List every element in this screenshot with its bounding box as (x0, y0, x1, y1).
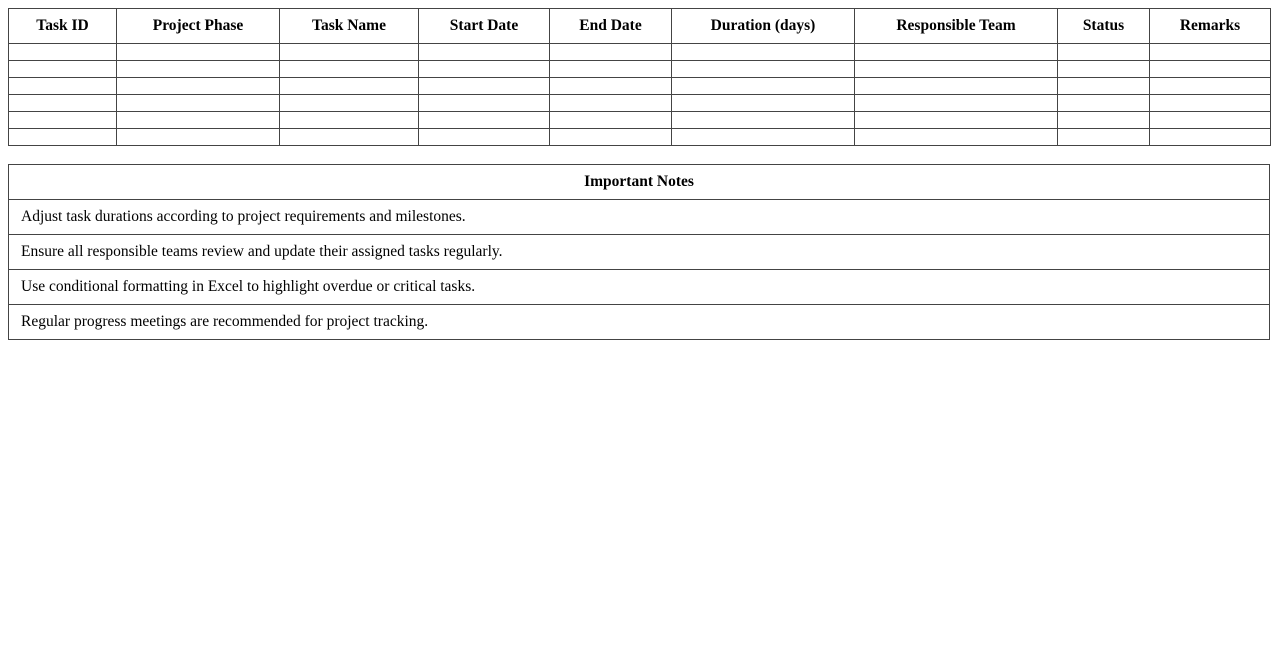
column-header-task-name: Task Name (280, 9, 419, 44)
note-item: Ensure all responsible teams review and update their assigned tasks regularly. (9, 235, 1270, 270)
task-table (8, 8, 1271, 146)
table-cell[interactable] (1058, 112, 1150, 129)
table-cell[interactable] (672, 44, 855, 61)
table-cell[interactable] (1150, 44, 1271, 61)
table-cell[interactable] (1150, 78, 1271, 95)
table-cell[interactable] (117, 78, 280, 95)
table-cell[interactable] (419, 44, 550, 61)
table-cell[interactable] (550, 61, 672, 78)
table-cell[interactable] (855, 95, 1058, 112)
column-header-task-id: Task ID (9, 9, 117, 44)
note-row (9, 235, 1270, 270)
table-cell[interactable] (419, 61, 550, 78)
table-cell[interactable] (419, 129, 550, 146)
table-cell[interactable] (1058, 95, 1150, 112)
table-row (9, 95, 1271, 112)
table-cell[interactable] (280, 44, 419, 61)
table-cell[interactable] (9, 129, 117, 146)
table-cell[interactable] (855, 78, 1058, 95)
table-cell[interactable] (117, 112, 280, 129)
table-cell[interactable] (855, 129, 1058, 146)
table-cell[interactable] (280, 112, 419, 129)
table-cell[interactable] (672, 78, 855, 95)
table-cell[interactable] (419, 78, 550, 95)
table-row (9, 44, 1271, 61)
table-cell[interactable] (9, 61, 117, 78)
table-cell[interactable] (9, 112, 117, 129)
table-row (9, 112, 1271, 129)
table-cell[interactable] (419, 95, 550, 112)
table-cell[interactable] (1150, 112, 1271, 129)
notes-header-row (9, 165, 1270, 200)
table-cell[interactable] (9, 44, 117, 61)
column-header-end-date: End Date (550, 9, 672, 44)
table-cell[interactable] (1058, 78, 1150, 95)
table-cell[interactable] (419, 112, 550, 129)
table-row (9, 78, 1271, 95)
note-row (9, 305, 1270, 340)
note-item: Regular progress meetings are recommended for project tracking. (9, 305, 1270, 340)
column-header-duration: Duration (days) (672, 9, 855, 44)
column-header-remarks: Remarks (1150, 9, 1271, 44)
table-cell[interactable] (1150, 95, 1271, 112)
note-row (9, 270, 1270, 305)
table-cell[interactable] (550, 44, 672, 61)
table-cell[interactable] (117, 44, 280, 61)
note-row (9, 200, 1270, 235)
table-cell[interactable] (1058, 129, 1150, 146)
table-cell[interactable] (672, 112, 855, 129)
table-cell[interactable] (280, 129, 419, 146)
column-header-project-phase: Project Phase (117, 9, 280, 44)
table-cell[interactable] (550, 129, 672, 146)
table-cell[interactable] (672, 129, 855, 146)
table-cell[interactable] (672, 95, 855, 112)
table-cell[interactable] (117, 61, 280, 78)
table-cell[interactable] (672, 61, 855, 78)
table-cell[interactable] (280, 61, 419, 78)
table-cell[interactable] (1058, 61, 1150, 78)
table-cell[interactable] (1150, 61, 1271, 78)
table-cell[interactable] (550, 95, 672, 112)
table-header-row (9, 9, 1271, 44)
table-row (9, 129, 1271, 146)
table-cell[interactable] (9, 95, 117, 112)
table-cell[interactable] (855, 61, 1058, 78)
notes-table (8, 164, 1270, 340)
note-item: Adjust task durations according to project requirements and milestones. (9, 200, 1270, 235)
notes-title: Important Notes (9, 165, 1270, 200)
table-cell[interactable] (855, 112, 1058, 129)
note-item: Use conditional formatting in Excel to highlight overdue or critical tasks. (9, 270, 1270, 305)
task-table-body (9, 44, 1271, 146)
table-cell[interactable] (280, 95, 419, 112)
table-cell[interactable] (1058, 44, 1150, 61)
table-cell[interactable] (117, 95, 280, 112)
column-header-status: Status (1058, 9, 1150, 44)
table-cell[interactable] (9, 78, 117, 95)
table-cell[interactable] (280, 78, 419, 95)
column-header-responsible-team: Responsible Team (855, 9, 1058, 44)
table-cell[interactable] (855, 44, 1058, 61)
table-cell[interactable] (550, 78, 672, 95)
table-cell[interactable] (550, 112, 672, 129)
column-header-start-date: Start Date (419, 9, 550, 44)
table-row (9, 61, 1271, 78)
table-cell[interactable] (1150, 129, 1271, 146)
table-cell[interactable] (117, 129, 280, 146)
